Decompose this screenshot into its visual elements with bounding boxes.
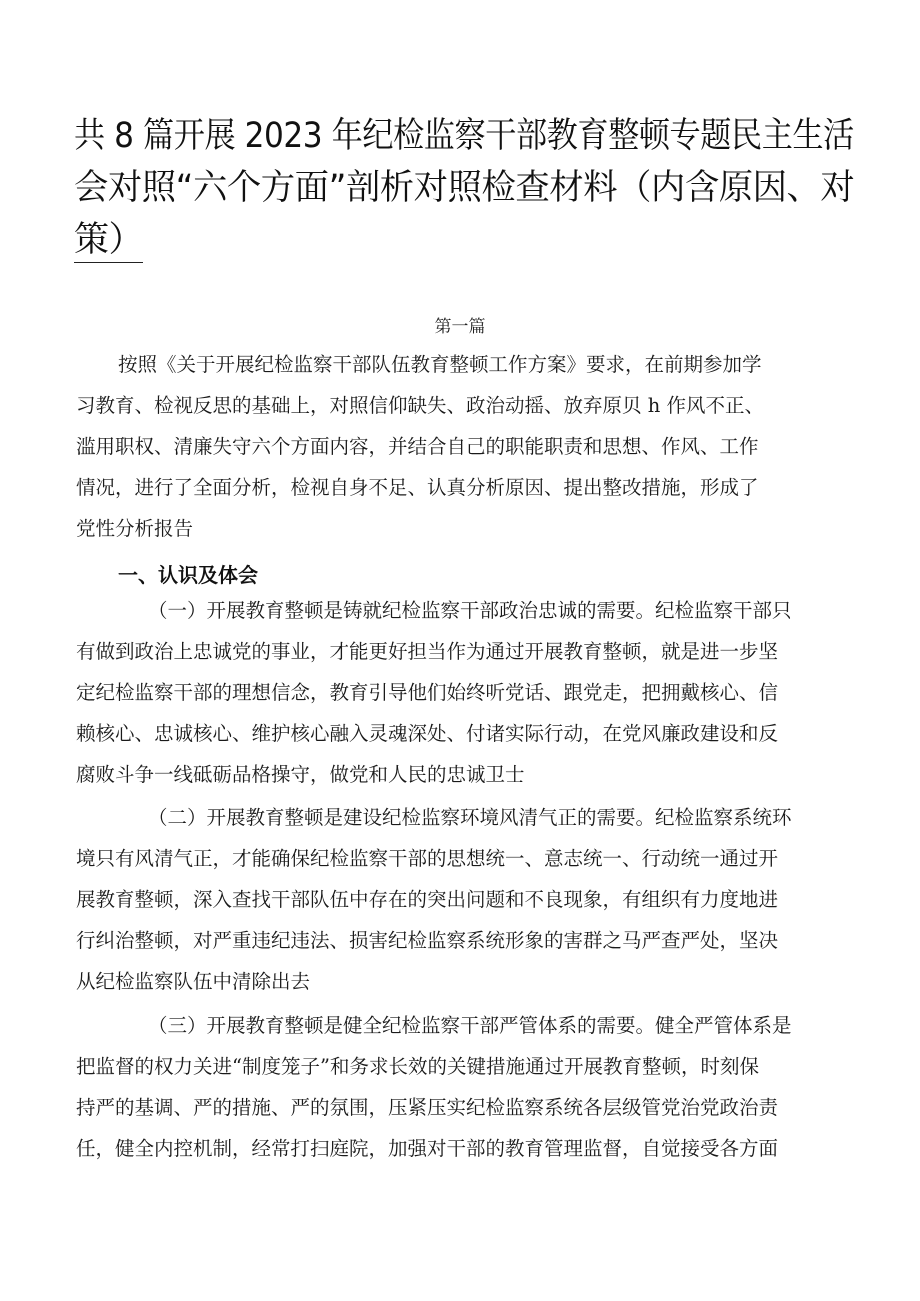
paragraph-line: （一）开展教育整顿是铸就纪检监察干部政治忠诚的需要。纪检监察干部只 <box>148 599 792 622</box>
title-line: 共 8 篇开展 2023 年纪检监察干部教育整顿专题民主生活 <box>74 116 854 156</box>
paragraph-line: （三）开展教育整顿是健全纪检监察干部严管体系的需要。健全严管体系是 <box>148 1014 792 1037</box>
paragraph-line: 习教育、检视反思的基础上，对照信仰缺失、政治动摇、放弃原贝 h 作风不正、 <box>76 394 764 417</box>
paragraph-line: 展教育整顿，深入查找干部队伍中存在的突出问题和不良现象，有组织有力度地进 <box>76 888 779 911</box>
paragraph-line: 任，健全内控机制，经常打扫庭院，加强对干部的教育管理监督，自觉接受各方面 <box>76 1137 779 1160</box>
paragraph-line: 境只有风清气正，才能确保纪检监察干部的思想统一、意志统一、行动统一通过开 <box>76 847 779 870</box>
paragraph-line: 行纠治整顿，对严重违纪违法、损害纪检监察系统形象的害群之马严查严处，坚决 <box>76 929 779 952</box>
paragraph-line: 情况，进行了全面分析，检视自身不足、认真分析原因、提出整改措施，形成了 <box>76 476 759 499</box>
paragraph-line: 定纪检监察干部的理想信念，教育引导他们始终听党话、跟党走，把拥戴核心、信 <box>76 681 779 704</box>
paragraph-line: 党性分析报告 <box>76 517 194 540</box>
paragraph-line: 持严的基调、严的措施、严的氛围，压紧压实纪检监察系统各层级管党治党政治责 <box>76 1096 779 1119</box>
title-line: 策） <box>74 218 143 263</box>
paragraph-line: 腐败斗争一线砥砺品格操守，做党和人民的忠诚卫士 <box>76 763 525 786</box>
document-title <box>74 110 854 266</box>
paragraph-line: 按照《关于开展纪检监察干部队伍教育整顿工作方案》要求，在前期参加学 <box>118 353 762 376</box>
paragraph-line: 有做到政治上忠诚党的事业，才能更好担当作为通过开展教育整顿，就是进一步坚 <box>76 640 779 663</box>
paragraph-line: 从纪检监察队伍中清除出去 <box>76 970 311 993</box>
paragraph-line: 把监督的权力关进“制度笼子”和务求长效的关键措施通过开展教育整顿，时刻保 <box>76 1055 759 1078</box>
section-label: 第一篇 <box>434 317 486 337</box>
paragraph-line: （二）开展教育整顿是建设纪检监察环境风清气正的需要。纪检监察系统环 <box>148 806 792 829</box>
section-heading: 一、认识及体会 <box>118 563 258 587</box>
paragraph-line: 赖核心、忠诚核心、维护核心融入灵魂深处、付诸实际行动，在党风廉政建设和反 <box>76 722 779 745</box>
title-line: 会对照“六个方面”剖析对照检查材料（内含原因、对 <box>74 168 855 208</box>
paragraph-line: 滥用职权、清廉失守六个方面内容，并结合自己的职能职责和思想、作风、工作 <box>76 435 759 458</box>
